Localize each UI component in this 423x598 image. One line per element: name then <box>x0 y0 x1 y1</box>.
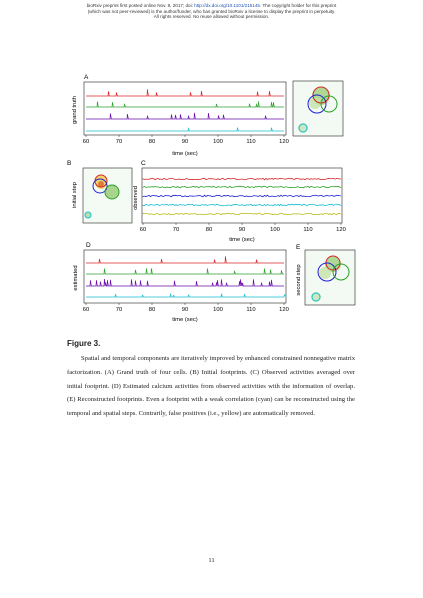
trace-line <box>143 213 341 215</box>
x-tick-label: 100 <box>213 307 223 313</box>
panel-e-ylabel: second step <box>296 264 302 296</box>
panel-a-letter: A <box>84 74 89 81</box>
header-line2: (which was not peer-reviewed) is the author/funder, who has granted bioRxiv a license to display the preprint in perpetuity. <box>87 8 336 14</box>
panel-d-ylabel: estimated <box>73 265 79 291</box>
x-tick-label: 100 <box>213 139 223 145</box>
panel-a <box>72 74 343 157</box>
trace-line <box>143 186 341 188</box>
panel-c-traces <box>143 178 341 215</box>
x-tick-label: 80 <box>148 307 156 313</box>
trace-line <box>86 294 285 297</box>
panel-d <box>73 242 289 323</box>
panel-c-xlabel: time (sec) <box>229 237 255 243</box>
x-tick-label: 60 <box>82 307 90 313</box>
panel-e-letter: E <box>296 244 301 251</box>
x-tick-label: 60 <box>139 227 147 233</box>
panel-b <box>67 160 132 223</box>
panel-e <box>296 244 355 305</box>
caption-title: Figure 3. <box>67 339 101 348</box>
x-tick-label: 110 <box>246 307 256 313</box>
x-tick-label: 120 <box>279 307 289 313</box>
trace-line <box>86 279 284 286</box>
panel-d-letter: D <box>86 242 91 249</box>
x-tick-label: 70 <box>115 139 123 145</box>
panel-c-ticks <box>140 223 346 233</box>
x-tick-label: 80 <box>205 227 213 233</box>
panel-a-ylabel: grand truth <box>72 95 78 125</box>
x-tick-label: 100 <box>270 227 280 233</box>
x-tick-label: 80 <box>148 139 156 145</box>
trace-line <box>86 128 284 131</box>
panel-a-ticks <box>83 135 289 145</box>
header-line1-prefix: bioRxiv preprint first posted online Nov. 9, 2017; doi: <box>86 3 195 8</box>
trace-line <box>86 113 284 119</box>
page-number: 11 <box>208 557 215 564</box>
trace-line <box>143 204 341 206</box>
panel-d-axes <box>84 250 286 303</box>
panel-d-ticks <box>83 303 289 313</box>
header-line3: All rights reserved. No reuse allowed without permission. <box>153 14 270 20</box>
x-tick-label: 70 <box>172 227 180 233</box>
panel-d-xlabel: time (sec) <box>172 317 198 323</box>
x-tick-label: 70 <box>115 307 123 313</box>
caption-body: Spatial and temporal components are iteratively improved by enhanced constrained nonnegative matrix factorization. (A) Grand truth of four cells. (B) Initial footprints. (C) Observed activities averaged over initial footprint. (D) Estimated calcium activities from observed activities with the information of overlap. (E) Reconstructed footprints. Even a footprint with a weak correlation (cyan) can be reconstructed using the temporal and spatial steps. Contrarily, false positives (i.e., yellow) are automatically removed. <box>67 355 355 418</box>
x-tick-label: 90 <box>238 227 246 233</box>
trace-line <box>143 195 341 197</box>
panel-d-traces <box>86 256 285 297</box>
x-tick-label: 120 <box>336 227 346 233</box>
x-tick-label: 90 <box>181 139 189 145</box>
panel-a-traces <box>86 89 284 131</box>
trace-line <box>86 256 284 263</box>
panel-b-ylabel: initial step <box>72 182 78 208</box>
x-tick-label: 120 <box>279 139 289 145</box>
x-tick-label: 90 <box>181 307 189 313</box>
panel-c-letter: C <box>141 160 146 167</box>
trace-line <box>143 178 341 180</box>
x-tick-label: 60 <box>82 139 90 145</box>
panel-b-letter: B <box>67 160 72 167</box>
panel-a-axes <box>84 82 286 135</box>
trace-line <box>86 89 284 96</box>
panel-c <box>133 160 346 243</box>
trace-line <box>86 101 284 107</box>
x-tick-label: 110 <box>246 139 256 145</box>
doi-link[interactable]: http://dx.doi.org/10.1101/215145 <box>194 3 260 8</box>
panel-c-ylabel: observed <box>133 186 139 210</box>
panel-a-xlabel: time (sec) <box>172 151 198 157</box>
header-line1-suffix: . The copyright holder for this preprint <box>259 3 337 8</box>
trace-line <box>86 268 284 274</box>
x-tick-label: 110 <box>303 227 313 233</box>
